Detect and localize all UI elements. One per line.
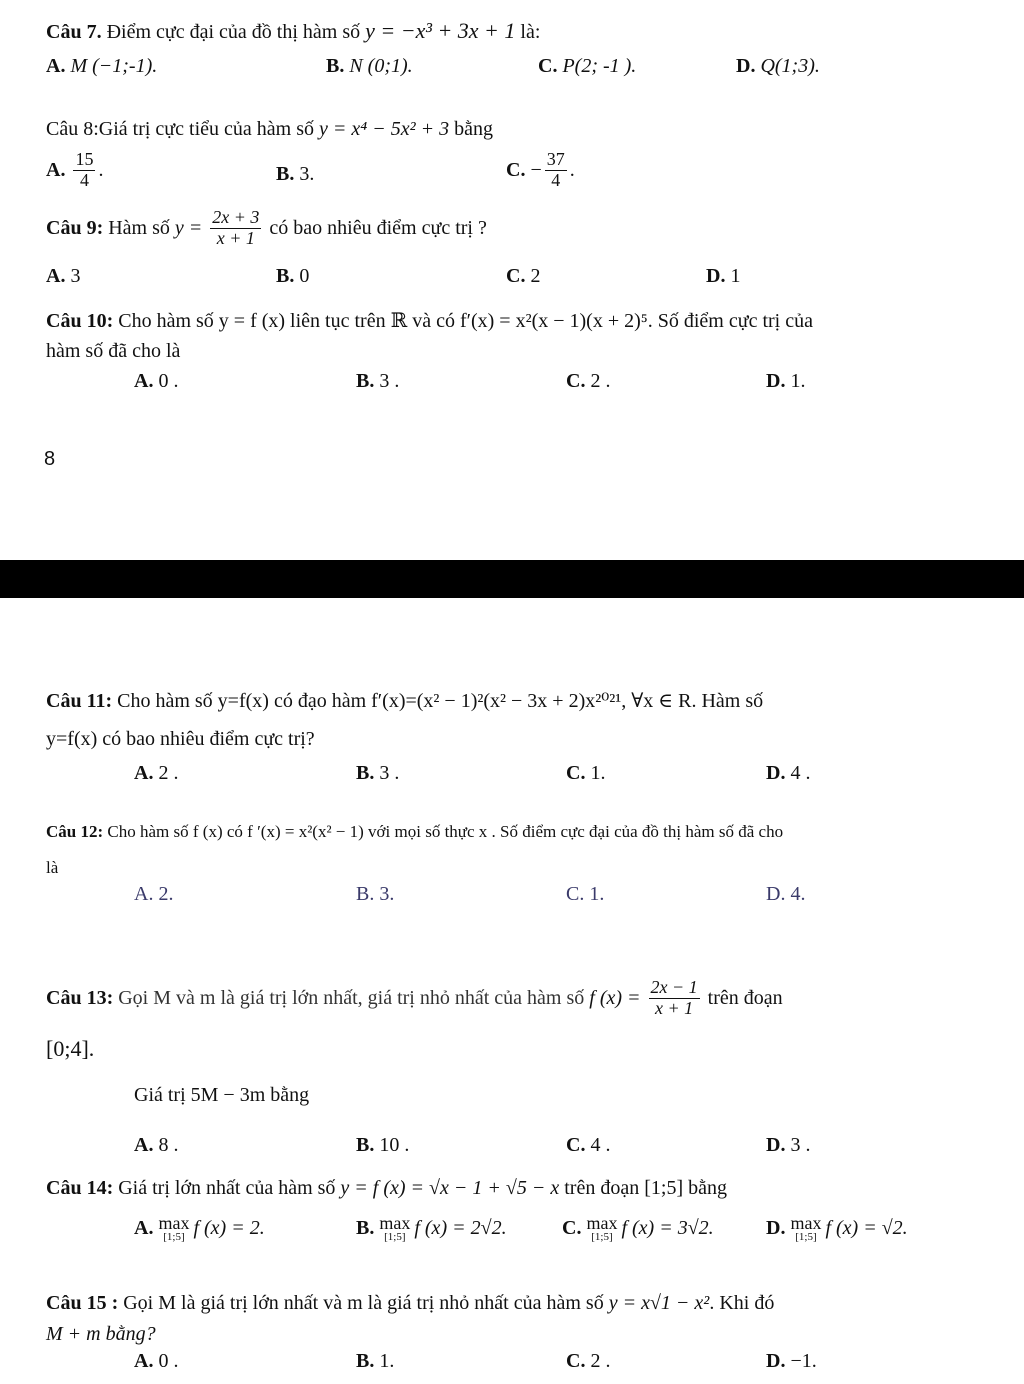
q15-tail: . Khi đó — [709, 1292, 775, 1314]
q9-option-a: A. 3 — [46, 265, 81, 287]
q15-text: Gọi M là giá trị lớn nhất và m là giá trị nhỏ nhất của hàm số — [123, 1292, 604, 1314]
q13-stem: Câu 13: Gọi M và m là giá trị lớn nhất, giá trị nhỏ nhất của hàm số f (x) = $\frac{2x - 1}{x + 1}$ trên đoạn — [46, 977, 783, 1018]
q14-formula: y = f (x) = √x − 1 + √5 − x — [340, 1177, 560, 1199]
q8-formula: y = x⁴ − 5x² + 3 — [319, 118, 450, 140]
q14-label: Câu 14: — [46, 1177, 114, 1199]
q7-formula: y = −x³ + 3x + 1 — [365, 18, 516, 43]
q13-tail: trên đoạn — [707, 986, 783, 1009]
q11-stem — [46, 688, 763, 713]
q8-label: Câu 8: — [46, 118, 99, 140]
q10-option-c: C. 2 . — [566, 370, 611, 392]
q13-option-a: A. 8 . — [134, 1134, 179, 1156]
q12-stem — [46, 822, 783, 842]
q13-label: Câu 13: — [46, 986, 114, 1009]
q15-label: Câu 15 : — [46, 1292, 119, 1314]
q10-label: Câu 10: — [46, 310, 114, 332]
q15-option-a: A. 0 . — [134, 1350, 179, 1372]
q14-text: Giá trị lớn nhất của hàm số — [118, 1177, 336, 1199]
q7-option-b: B. N (0;1). — [326, 55, 413, 77]
q11-option-b: B. 3 . — [356, 762, 400, 784]
q9-text: Hàm số — [108, 216, 170, 239]
q14-option-a: A. max [1;5] f (x) = 2. — [134, 1213, 265, 1243]
q13-text: Gọi M và m là giá trị lớn nhất, giá trị nhỏ nhất của hàm số — [118, 986, 585, 1009]
q8-option-a: A. $\frac{15}{4}$ . — [46, 149, 104, 190]
page-separator-band — [0, 560, 1024, 598]
q7-stem — [46, 18, 540, 44]
q12-label: Câu 12: — [46, 822, 104, 841]
q10-option-d: D. 1. — [766, 370, 806, 392]
q10-text: Cho hàm số y = f (x) liên tục trên ℝ và có f′(x) = x²(x − 1)(x + 2)⁵. Số điểm cực trị của — [118, 310, 813, 332]
q15-line2: M + m bằng? — [46, 1323, 156, 1345]
q10-option-b: B. 3 . — [356, 370, 400, 392]
q13-option-c: C. 4 . — [566, 1134, 611, 1156]
q14-option-b: B. max [1;5] f (x) = 2√2. — [356, 1213, 507, 1243]
q13-option-d: D. 3 . — [766, 1134, 811, 1156]
page-number: 8 — [44, 448, 56, 470]
q8-tail: bằng — [454, 118, 493, 140]
q13-line3: Giá trị 5M − 3m bằng — [134, 1084, 310, 1106]
q15-formula: y = x√1 − x² — [608, 1292, 710, 1314]
q11-text: Cho hàm số y=f(x) có đạo hàm f′(x)=(x² − 1)²(x² − 3x + 2)x²⁰²¹, ∀x ∈ R. Hàm số — [117, 690, 764, 712]
q14-option-d: D. max [1;5] f (x) = √2. — [766, 1213, 908, 1243]
q11-option-c: C. 1. — [566, 762, 606, 784]
q12-option-b: B. 3. — [356, 883, 395, 905]
q7-text: Điểm cực đại của đồ thị hàm số — [106, 21, 361, 43]
q13-line2: [0;4]. — [46, 1036, 95, 1061]
q10-stem — [46, 308, 813, 333]
q9-option-d: D. 1 — [706, 265, 741, 287]
q8-stem — [46, 118, 493, 141]
q14-tail: trên đoạn [1;5] bằng — [564, 1177, 727, 1199]
q7-option-c: C. P(2; -1 ). — [538, 55, 637, 77]
q15-option-c: C. 2 . — [566, 1350, 611, 1372]
q11-option-d: D. 4 . — [766, 762, 811, 784]
q7-option-d: D. Q(1;3). — [736, 55, 820, 77]
q12-line2: là — [46, 858, 59, 877]
q10-line2: hàm số đã cho là — [46, 340, 181, 362]
q9-option-b: B. 0 — [276, 265, 310, 287]
q8-text: Giá trị cực tiểu của hàm số — [98, 118, 314, 140]
q9-label: Câu 9: — [46, 216, 104, 239]
q8-option-b: B. 3. — [276, 163, 315, 185]
q12-option-d: D. 4. — [766, 883, 806, 905]
q11-line2: y=f(x) có bao nhiêu điểm cực trị? — [46, 728, 315, 750]
q7-label: Câu 7. — [46, 21, 102, 43]
q7-option-a: A. M (−1;-1). — [46, 55, 158, 77]
q15-option-b: B. 1. — [356, 1350, 395, 1372]
q14-option-c: C. max [1;5] f (x) = 3√2. — [562, 1213, 714, 1243]
q11-option-a: A. 2 . — [134, 762, 179, 784]
q12-text: Cho hàm số f (x) có f ′(x) = x²(x² − 1) với mọi số thực x . Số điểm cực đại của đồ thị hàm số đã cho — [107, 822, 784, 841]
q15-option-d: D. −1. — [766, 1350, 817, 1372]
q7-tail: là: — [520, 21, 541, 43]
q12-option-a: A. 2. — [134, 883, 174, 905]
q9-tail: có bao nhiêu điểm cực trị ? — [269, 216, 487, 239]
q8-option-c: C. − $\frac{37}{4}$ . — [506, 149, 575, 190]
q14-stem — [46, 1177, 727, 1200]
q9-option-c: C. 2 — [506, 265, 541, 287]
q9-stem: Câu 9: Hàm số y = $\frac{2x + 3}{x + 1}$ có bao nhiêu điểm cực trị ? — [46, 207, 487, 248]
q12-option-c: C. 1. — [566, 883, 605, 905]
q11-label: Câu 11: — [46, 690, 113, 712]
q15-stem — [46, 1292, 774, 1315]
q10-option-a: A. 0 . — [134, 370, 179, 392]
q13-option-b: B. 10 . — [356, 1134, 410, 1156]
